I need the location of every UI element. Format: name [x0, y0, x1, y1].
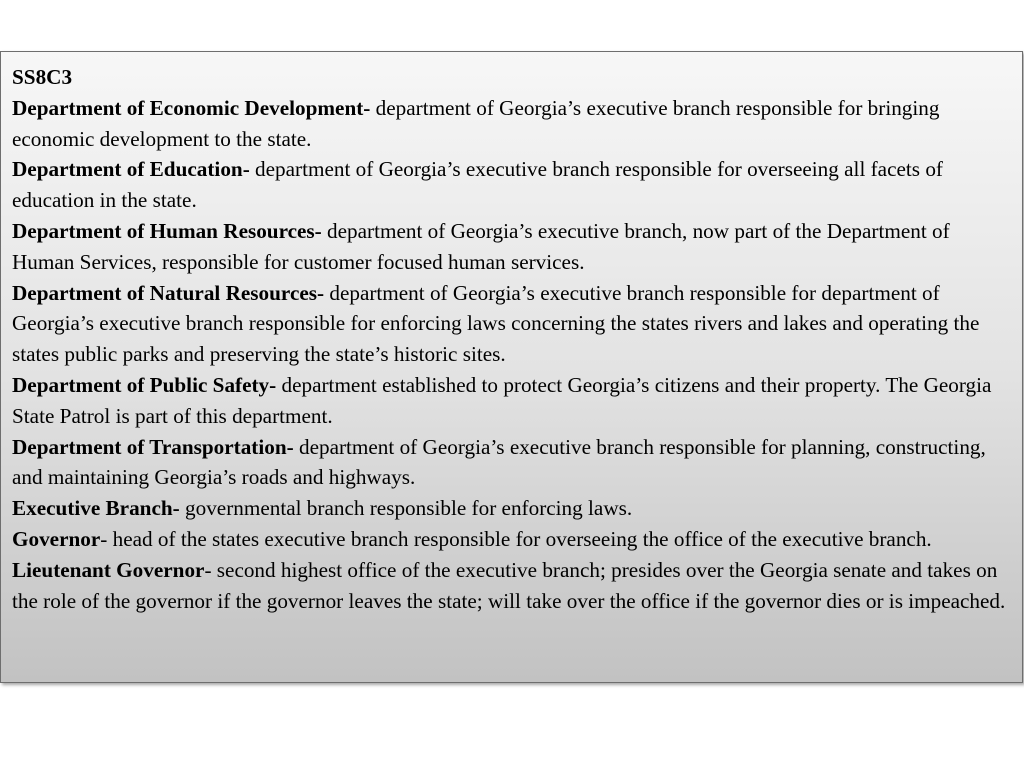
vocabulary-text-box	[0, 51, 1023, 683]
vocab-definition: department of Georgia’s executive branch, now part of the Department of Human Services, responsible for customer focused human services.	[12, 218, 950, 274]
vocab-entry-human-resources	[12, 216, 1012, 278]
vocab-definition: governmental branch responsible for enforcing laws.	[179, 496, 633, 521]
vocab-entry-governor	[12, 524, 1012, 555]
vocab-entry-education	[12, 154, 1012, 216]
vocab-definition: department of Georgia’s executive branch responsible for overseeing all facets of education in the state.	[12, 157, 943, 213]
vocab-entry-natural-resources	[12, 278, 1012, 370]
vocab-entry-economic-development	[12, 93, 1012, 155]
vocab-term: Department of Natural Resources-	[12, 280, 325, 305]
vocab-definition: - head of the states executive branch responsible for overseeing the office of the executive branch.	[100, 526, 932, 551]
vocab-term: Department of Economic Development-	[12, 95, 371, 120]
vocab-definition: department of Georgia’s executive branch responsible for bringing economic development to the state.	[12, 95, 940, 151]
vocab-definition: department of Georgia’s executive branch responsible for planning, constructing, and maintaining Georgia’s roads and highways.	[12, 434, 986, 490]
vocab-entry-executive-branch	[12, 493, 1012, 524]
vocab-definition: department of Georgia’s executive branch responsible for department of Georgia’s executive branch responsible for enforcing laws concerning the states rivers and lakes and operating the states public parks and preserving the state’s historic sites.	[12, 280, 980, 367]
standard-heading: SS8C3	[12, 65, 73, 89]
vocab-definition: department established to protect Georgia’s citizens and their property. The Georgia State Patrol is part of this department.	[12, 372, 992, 428]
vocab-term: Executive Branch-	[12, 496, 180, 521]
vocab-definition: - second highest office of the executive branch; presides over the Georgia senate and takes on the role of the governor if the governor leaves the state; will take over the office if the governor dies or is impeached.	[12, 557, 1006, 613]
vocab-term: Lieutenant Governor	[12, 557, 205, 582]
vocab-term: Governor	[12, 526, 101, 551]
vocab-term: Department of Education-	[12, 157, 250, 182]
vocab-term: Department of Transportation-	[12, 434, 294, 459]
vocab-entry-transportation	[12, 432, 1012, 494]
vocab-entry-public-safety	[12, 370, 1012, 432]
vocab-term: Department of Human Resources-	[12, 218, 322, 243]
vocab-term: Department of Public Safety-	[12, 372, 277, 397]
vocab-entry-lieutenant-governor	[12, 555, 1012, 617]
